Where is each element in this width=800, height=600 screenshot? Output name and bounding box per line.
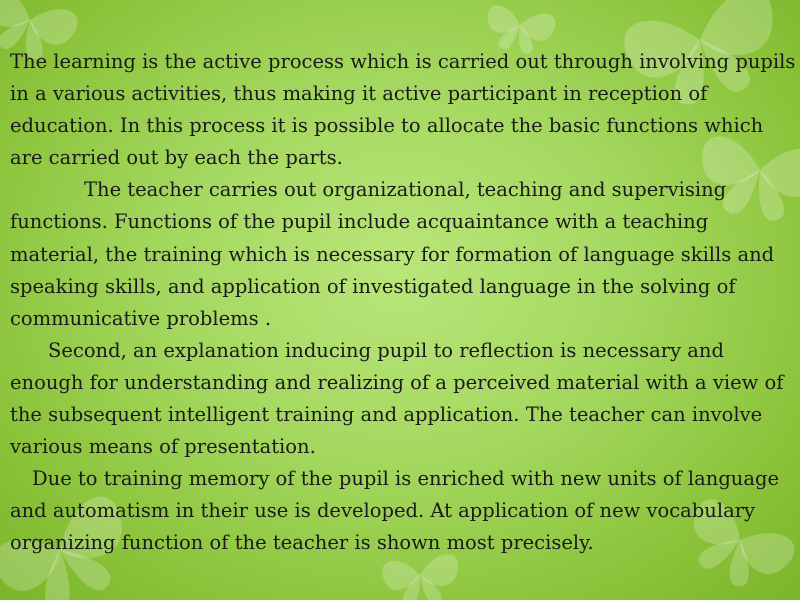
body-text-block [10, 46, 796, 560]
paragraph-memory: Due to training memory of the pupil is enriched with new units of language and automatism in their use is developed. At application of new vocabulary organizing function of the teacher is shown most precisely. [10, 467, 780, 555]
butterfly-icon [381, 553, 461, 600]
paragraph-teacher-functions: The teacher carries out organizational, teaching and supervising functions. Functions of the pupil include acquaintance with a teaching material, the training which is necessary for formation of language skills and speaking skills, and application of investigated language in the solving of communicative problems . [10, 178, 775, 330]
paragraph-explanation: Second, an explanation inducing pupil to reflection is necessary and enough for understanding and realizing of a perceived material with a view of the subsequent intelligent training and application. The teacher can involve various means of presentation. [10, 338, 784, 459]
paragraph-intro: The learning is the active process which is carried out through involving pupils in a various activities, thus making it active participant in reception of education. In this process it is possible to allocate the basic functions which are carried out by each the parts. [10, 50, 796, 170]
